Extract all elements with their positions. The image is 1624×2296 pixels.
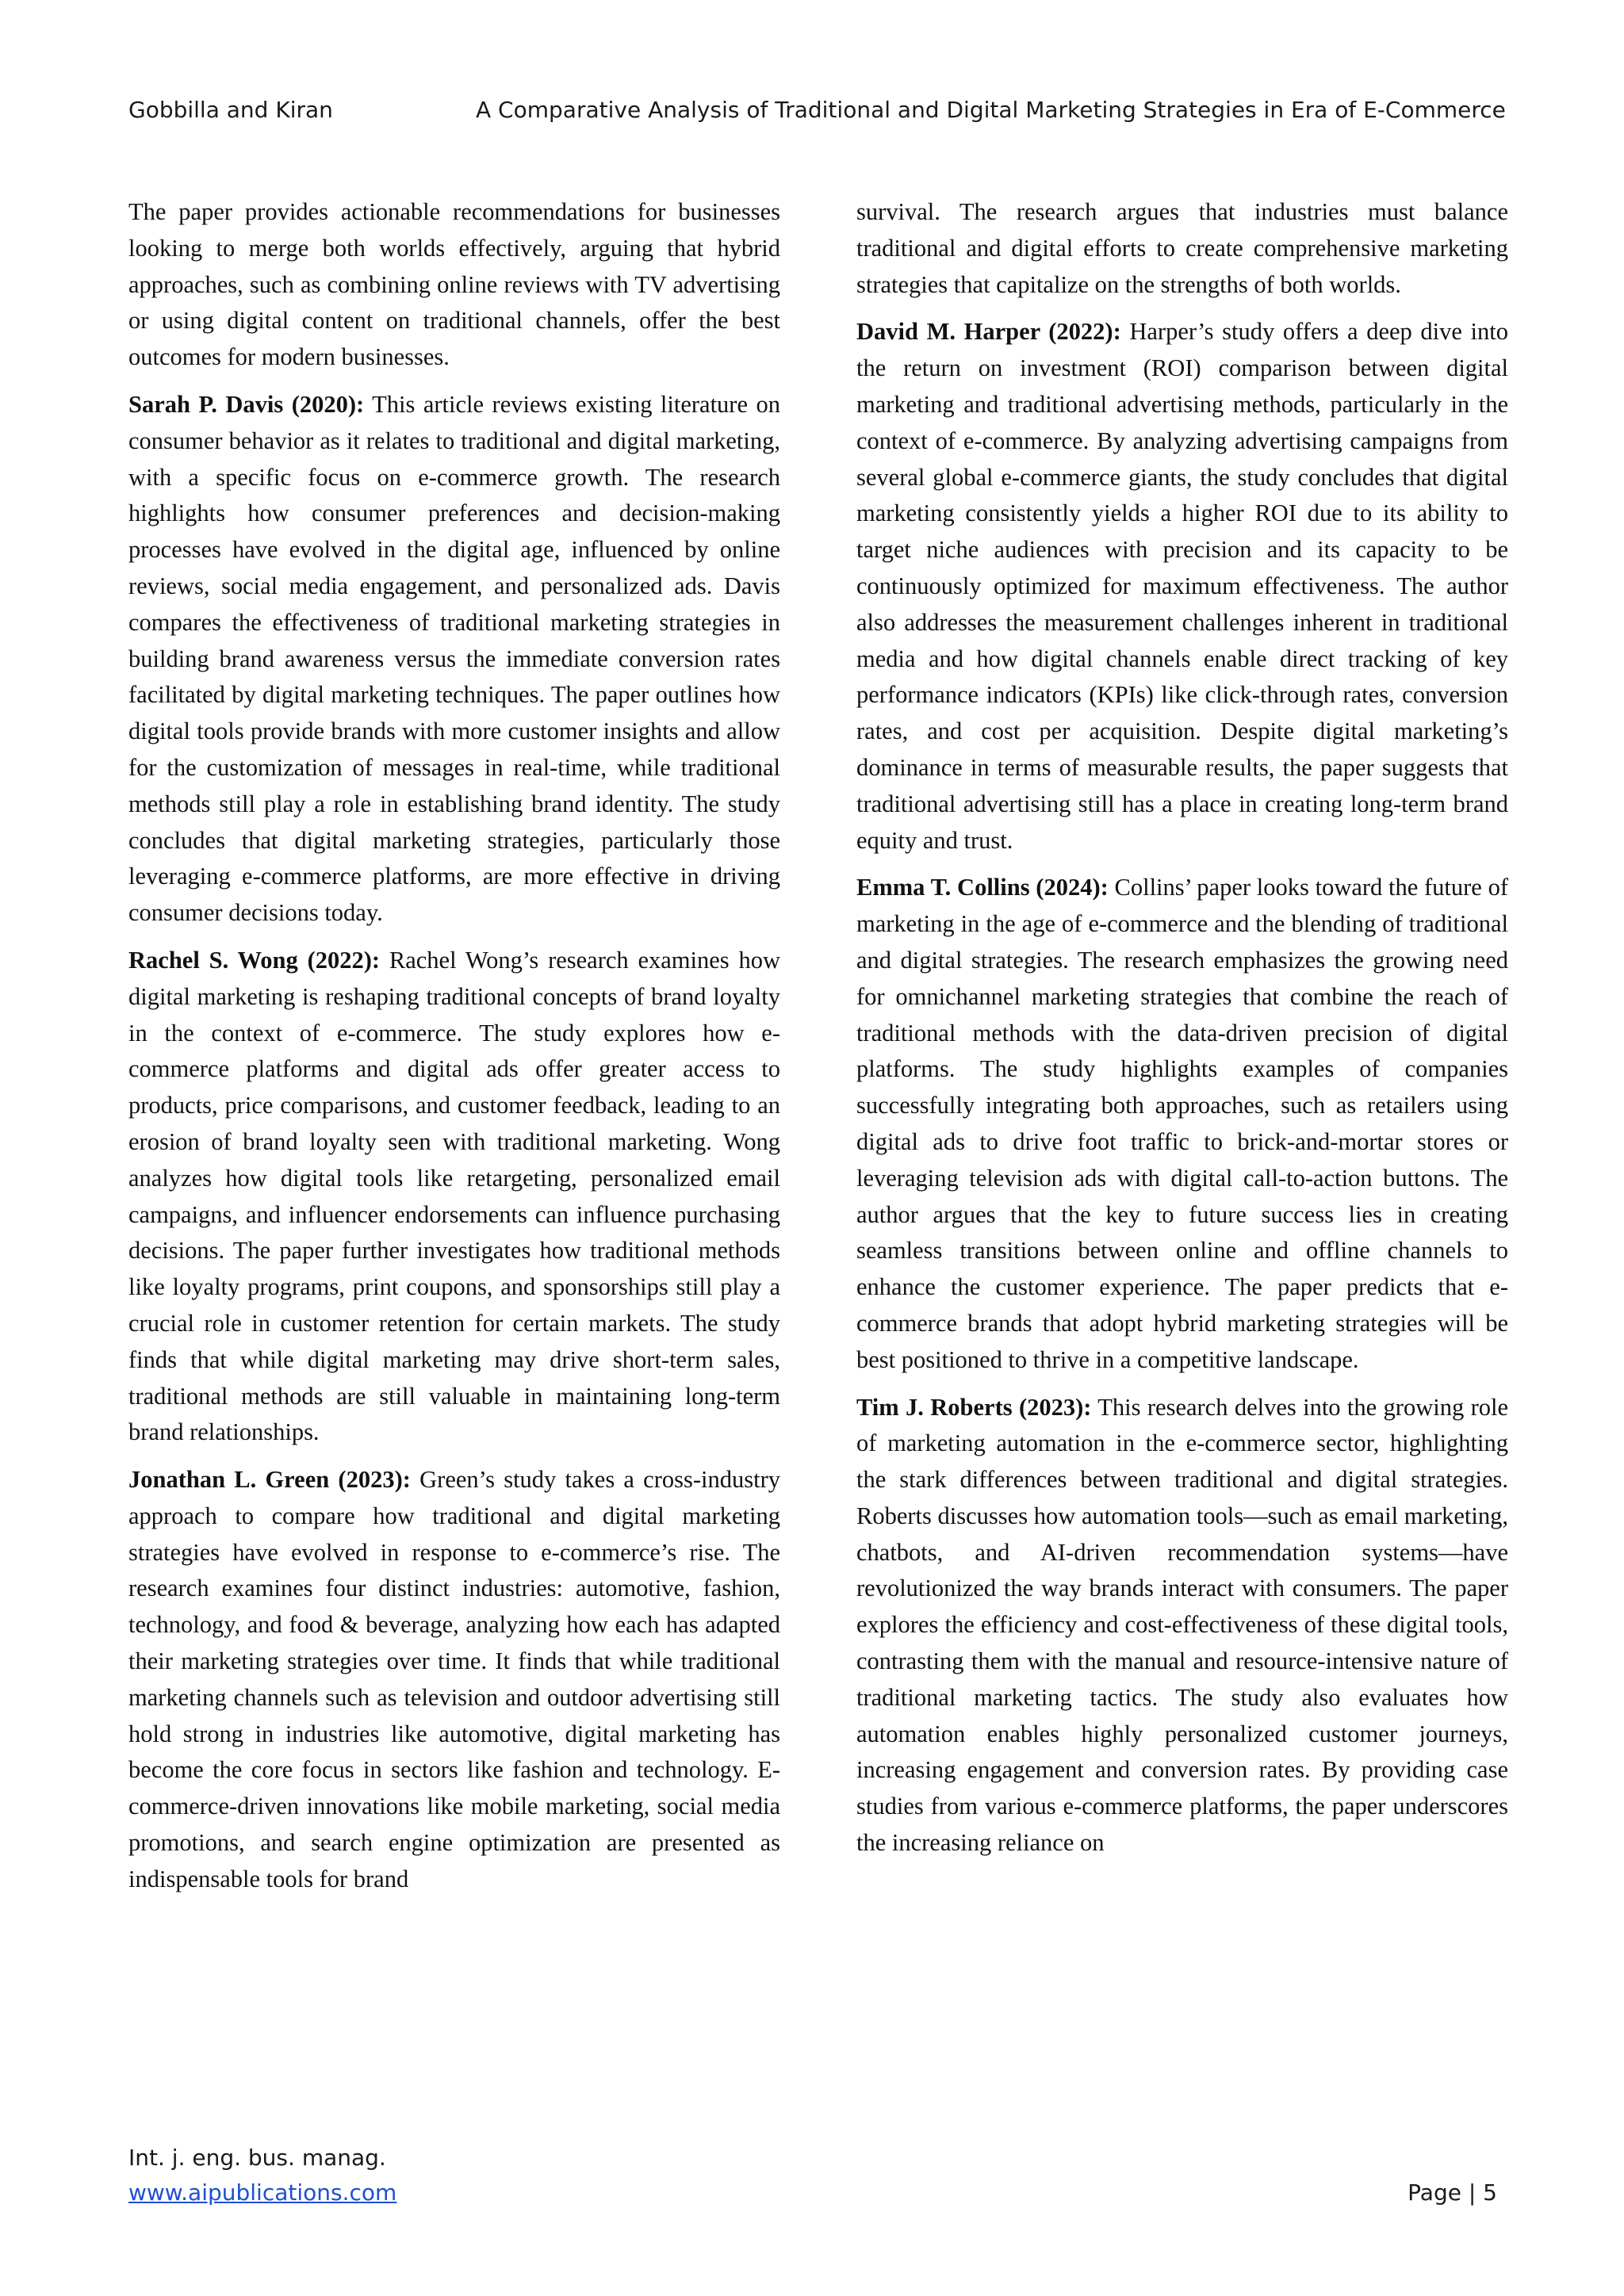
review-entry-roberts	[856, 1390, 1508, 1862]
header-title: A Comparative Analysis of Traditional and Digital Marketing Strategies in Era of E-Commerce	[476, 97, 1506, 123]
website-link[interactable]: www.aipublications.com	[128, 2179, 397, 2206]
entry-author: David M. Harper (2022):	[856, 318, 1121, 346]
review-entry-collins	[856, 870, 1508, 1378]
page-number: Page | 5	[1408, 2179, 1497, 2206]
paragraph	[128, 194, 780, 376]
entry-text: This article reviews existing literature on consumer behavior as it relates to traditional and digital marketing, with a specific focus on e-commerce growth. The research highlights how consumer preferences and decision-making processes have evolved in the digital age, influenced by online reviews, social media engagement, and personalized ads. Davis compares the effectiveness of traditional marketing strategies in building brand awareness versus the immediate conversion rates facilitated by digital marketing techniques. The paper outlines how digital tools provide brands with more customer insights and allow for the customization of messages in real-time, while traditional methods still play a role in establishing brand identity. The study concludes that digital marketing strategies, particularly those leveraging e-commerce platforms, are more effective in driving consumer decisions today.	[128, 390, 780, 927]
journal-abbreviation: Int. j. eng. bus. manag.	[128, 2145, 386, 2171]
header-authors: Gobbilla and Kiran	[128, 97, 333, 123]
review-entry-davis	[128, 387, 780, 932]
entry-author: Rachel S. Wong (2022):	[128, 946, 381, 974]
right-column	[856, 194, 1508, 1873]
entry-text: Green’s study takes a cross-industry approach to compare how traditional and digital marketing strategies have evolved in response to e-commerce’s rise. The research examines four distinct industries: automotive, fashion, technology, and food & beverage, analyzing how each has adapted their marketing strategies over time. It finds that while traditional marketing channels such as television and outdoor advertising still hold strong in industries like automotive, digital marketing has become the core focus in sectors like fashion and technology. E-commerce-driven innovations like mobile marketing, social media promotions, and search engine optimization are presented as indispensable tools for brand	[128, 1466, 780, 1892]
page-footer	[128, 2141, 1505, 2210]
entry-text: This research delves into the growing role of marketing automation in the e-commerce sector, highlighting the stark differences between traditional and digital strategies. Roberts discusses how automation tools—such as email marketing, chatbots, and AI-driven recommendation systems—have revolutionized the way brands interact with consumers. The paper explores the efficiency and cost-effectiveness of these digital tools, contrasting them with the manual and resource-intensive nature of traditional marketing tactics. The study also evaluates how automation enables highly personalized customer journeys, increasing engagement and conversion rates. By providing case studies from various e-commerce platforms, the paper underscores the increasing reliance on	[856, 1393, 1508, 1857]
entry-text: Rachel Wong’s research examines how digital marketing is reshaping traditional concepts of brand loyalty in the context of e-commerce. The study explores how e-commerce platforms and digital ads offer greater access to products, price comparisons, and customer feedback, leading to an erosion of brand loyalty seen with traditional marketing. Wong analyzes how digital tools like retargeting, personalized email campaigns, and influencer endorsements can influence purchasing decisions. The paper further investigates how traditional methods like loyalty programs, print coupons, and sponsorships still play a crucial role in customer retention for certain markets. The study finds that while digital marketing may drive short-term sales, traditional methods are still valuable in maintaining long-term brand relationships.	[128, 946, 781, 1446]
entry-text: Collins’ paper looks toward the future of marketing in the age of e-commerce and the blending of traditional and digital strategies. The research emphasizes the growing need for omnichannel marketing strategies that combine the reach of traditional methods with the data-driven precision of digital platforms. The study highlights examples of companies successfully integrating both approaches, such as retailers using digital ads to drive foot traffic to brick-and-mortar stores or leveraging television ads with digital call-to-action buttons. The author argues that the key to future success lies in creating seamless transitions between online and offline channels to enhance the customer experience. The paper predicts that e-commerce brands that adopt hybrid marketing strategies will be best positioned to thrive in a competitive landscape.	[856, 874, 1508, 1373]
paragraph-text: survival. The research argues that industries must balance traditional and digital efforts to create comprehensive marketing strategies that capitalize on the strengths of both worlds.	[856, 198, 1508, 298]
review-entry-green	[128, 1462, 780, 1898]
entry-author: Sarah P. Davis (2020):	[128, 390, 365, 418]
entry-text: Harper’s study offers a deep dive into the return on investment (ROI) comparison between digital marketing and traditional advertising methods, particularly in the context of e-commerce. By analyzing advertising campaigns from several global e-commerce giants, the study concludes that digital marketing consistently yields a higher ROI due to its ability to target niche audiences with precision and its capacity to be continuously optimized for maximum effectiveness. The author also addresses the measurement challenges inherent in traditional media and how digital channels enable direct tracking of key performance indicators (KPIs) like click-through rates, conversion rates, and cost per acquisition. Despite digital marketing’s dominance in terms of measurable results, the paper suggests that traditional advertising still has a place in creating long-term brand equity and trust.	[856, 318, 1508, 854]
entry-author: Emma T. Collins (2024):	[856, 874, 1109, 901]
paragraph-text: The paper provides actionable recommendations for businesses looking to merge both worlds effectively, arguing that hybrid approaches, such as combining online reviews with TV advertising or using digital content on traditional channels, offer the best outcomes for modern businesses.	[128, 198, 780, 371]
paragraph	[856, 194, 1508, 303]
left-column	[128, 194, 780, 1909]
entry-author: Jonathan L. Green (2023):	[128, 1466, 411, 1494]
review-entry-harper	[856, 314, 1508, 859]
review-entry-wong	[128, 943, 780, 1451]
entry-author: Tim J. Roberts (2023):	[856, 1393, 1092, 1421]
